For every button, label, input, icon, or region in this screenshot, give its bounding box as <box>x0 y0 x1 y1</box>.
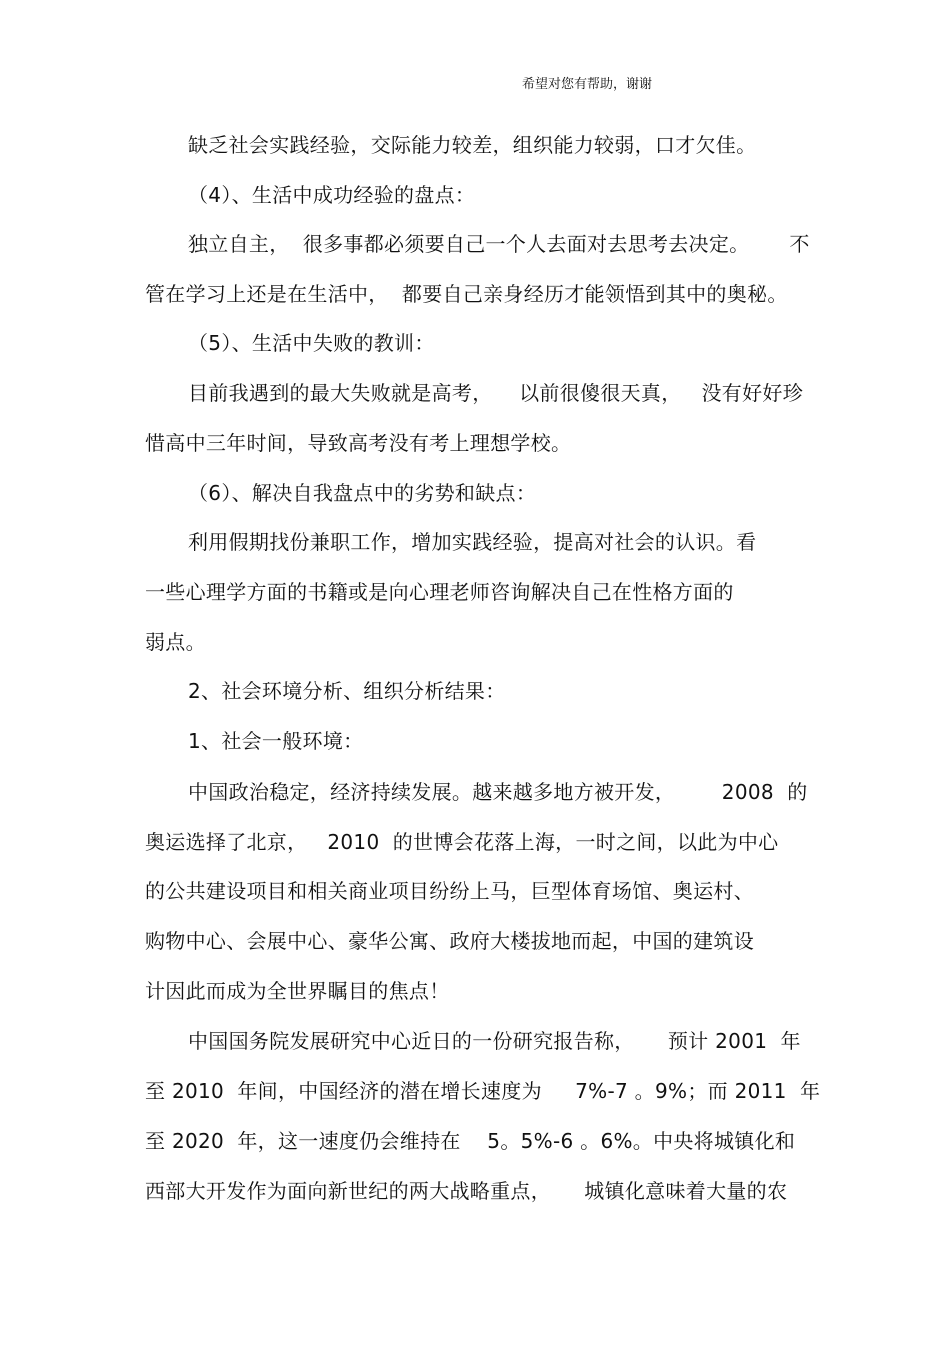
paragraph-line: 独立自主， 很多事都必须要自己一个人去面对去思考去决定。 不 <box>188 232 810 256</box>
paragraph-line: 利用假期找份兼职工作，增加实践经验，提高对社会的认识。看 <box>188 530 757 554</box>
subsection-heading-1: 1、社会一般环境： <box>188 729 364 753</box>
paragraph-line: 缺乏社会实践经验，交际能力较差，组织能力较弱，口才欠佳。 <box>188 133 757 157</box>
paragraph-line: 中国国务院发展研究中心近日的一份研究报告称， 预计 2001 年 <box>188 1029 801 1053</box>
paragraph-line: 至 2010 年间，中国经济的潜在增长速度为 7%-7 。9%；而 2011 年 <box>145 1079 821 1103</box>
header-note: 希望对您有帮助，谢谢 <box>522 77 653 92</box>
paragraph-line: 惜高中三年时间，导致高考没有考上理想学校。 <box>145 431 572 455</box>
paragraph-line: 管在学习上还是在生活中， 都要自己亲身经历才能领悟到其中的奥秘。 <box>145 282 788 306</box>
section-heading-2: 2、社会环境分析、组织分析结果： <box>188 679 506 703</box>
paragraph-line: 目前我遇到的最大失败就是高考， 以前很傻很天真， 没有好好珍 <box>188 381 804 405</box>
paragraph-line: 一些心理学方面的书籍或是向心理老师咨询解决自己在性格方面的 <box>145 580 734 604</box>
section-heading-6: （6）、解决自我盘点中的劣势和缺点： <box>188 481 537 505</box>
paragraph-line: 至 2020 年，这一速度仍会维持在 5。5%-6 。6%。中央将城镇化和 <box>145 1129 796 1153</box>
paragraph-line: 中国政治稳定，经济持续发展。越来越多地方被开发， 2008 的 <box>188 780 808 804</box>
paragraph-line: 弱点。 <box>145 630 206 654</box>
paragraph-line: 购物中心、会展中心、豪华公寓、政府大楼拔地而起，中国的建筑设 <box>145 929 754 953</box>
paragraph-line: 的公共建设项目和相关商业项目纷纷上马，巨型体育场馆、奥运村、 <box>145 879 754 903</box>
paragraph-line: 计因此而成为全世界瞩目的焦点！ <box>145 979 450 1003</box>
paragraph-line: 西部大开发作为面向新世纪的两大战略重点， 城镇化意味着大量的农 <box>145 1179 788 1203</box>
section-heading-4: （4）、生活中成功经验的盘点： <box>188 183 476 207</box>
section-heading-5: （5）、生活中失败的教训： <box>188 331 435 355</box>
paragraph-line: 奥运选择了北京， 2010 的世博会花落上海，一时之间，以此为中心 <box>145 830 779 854</box>
